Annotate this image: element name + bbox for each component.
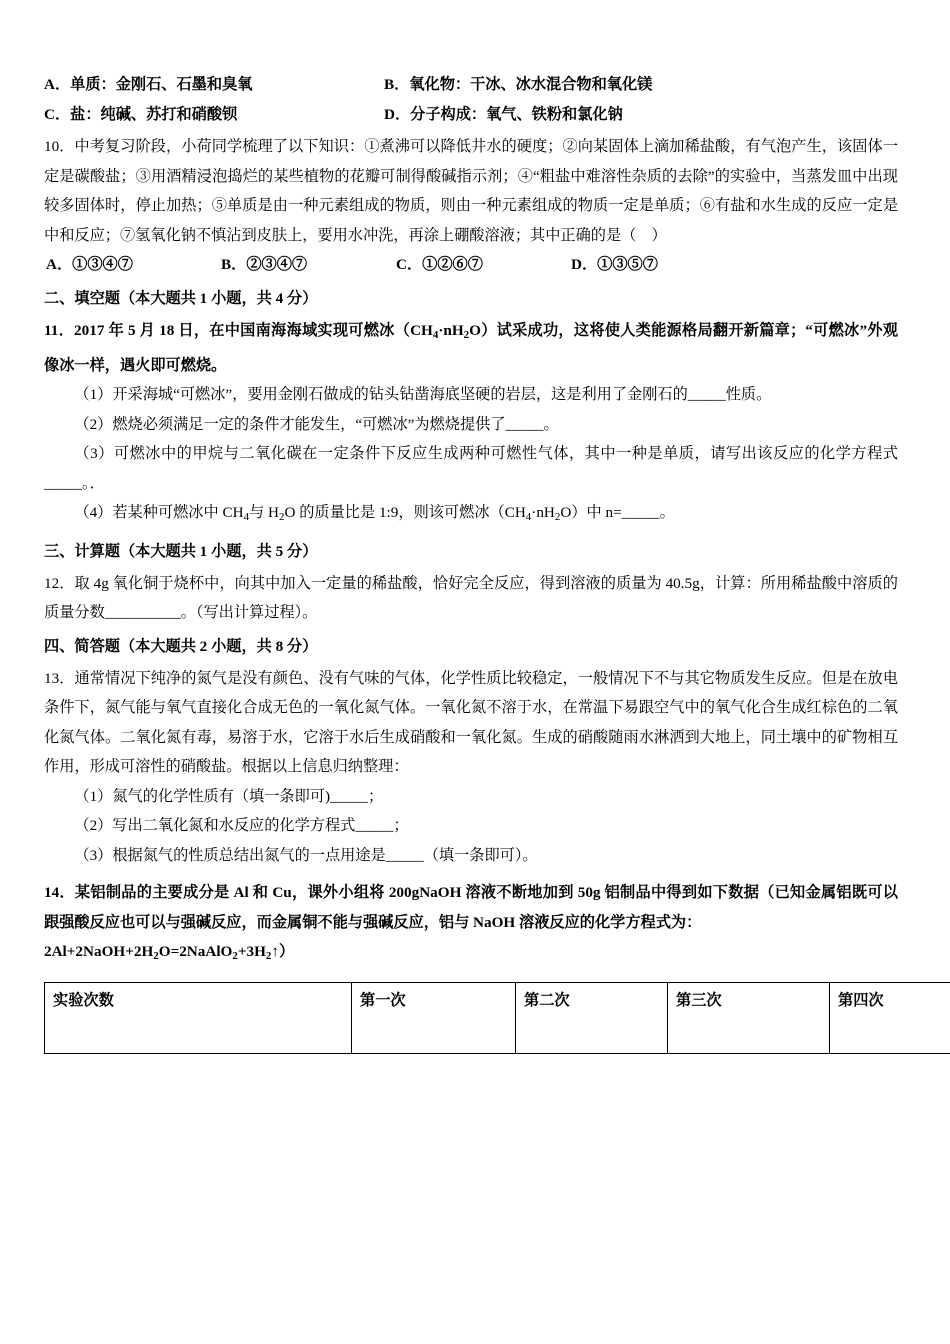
q11-p4-a: （4）若某种可燃冰中 CH xyxy=(74,504,244,522)
question-12-text: 12．取 4g 氧化铜于烧杯中，向其中加入一定量的稀盐酸，恰好完全反应，得到溶液的质量为 40.5g，计算：所用稀盐酸中溶质的质量分数__________。（写出计算过程）。 xyxy=(44,574,898,622)
choice-d: D．①③⑤⑦ xyxy=(571,256,658,273)
question-10-text: 10．中考复习阶段，小荷同学梳理了以下知识：①煮沸可以降低井水的硬度；②向某固体上滴加稀盐酸，有气泡产生，该固体一定是碳酸盐；③用酒精浸泡捣烂的某些植物的花瓣可制得酸碱指示剂；④“粗盐中难溶性杂质的去除”的实验中，当蒸发皿中出现较多固体时，停止加热；⑤单质是由一种元素组成的物质，则由一种元素组成的物质一定是单质；⑥有盐和水生成的反应一定是中和反应；⑦氢氧化钠不慎沾到皮肤上，要用水冲洗，再涂上硼酸溶液；其中正确的是（ ） xyxy=(44,138,898,244)
question-13-p1: （1）氮气的化学性质有（填一条即可)_____； xyxy=(74,787,384,805)
question-10-choices xyxy=(44,250,898,280)
question-11-intro xyxy=(44,316,898,380)
q11-p4-d: ·nH xyxy=(531,504,555,522)
q11-p4-e: O）中 n=_____。 xyxy=(560,504,675,522)
q11-intro-b: ·nH xyxy=(438,322,464,339)
option-d: D．分子构成：氧气、铁粉和氯化钠 xyxy=(384,106,623,123)
option-c: C．盐：纯碱、苏打和硝酸钡 xyxy=(44,106,238,123)
section-heading-4: 四、简答题（本大题共 2 小题，共 8 分） xyxy=(44,637,318,655)
question-13 xyxy=(44,664,898,871)
experiment-data-table xyxy=(44,982,950,1054)
eq-sub-1: 2 xyxy=(153,950,159,963)
option-b: B．氧化物：干冰、冰水混合物和氧化镁 xyxy=(384,76,653,93)
eq-sub-2: 2 xyxy=(232,950,238,963)
options-row-2 xyxy=(44,100,898,130)
section-heading-2: 二、填空题（本大题共 1 小题，共 4 分） xyxy=(44,290,318,307)
question-11 xyxy=(44,316,898,533)
eq-b: O=2NaAlO xyxy=(158,943,233,961)
q11-p4-b: 与 H xyxy=(249,504,279,522)
q11-p4-c: O 的质量比是 1:9，则该可燃冰（CH xyxy=(284,504,526,522)
choice-a: A．①③④⑦ xyxy=(46,256,133,273)
table-header-1: 第一次 xyxy=(352,982,516,1053)
choice-c: C．①②⑥⑦ xyxy=(396,256,483,273)
table-row xyxy=(45,982,950,1053)
q11-intro-a: 11．2017 年 5 月 18 日，在中国南海海域实现可燃冰（CH xyxy=(44,322,433,339)
question-11-p3: （3）可燃冰中的甲烷与二氧化碳在一定条件下反应生成两种可燃性气体，其中一种是单质，请写出该反应的化学方程式_____。． xyxy=(44,445,898,492)
table-header-2: 第二次 xyxy=(516,982,668,1053)
option-a: A．单质：金刚石、石墨和臭氧 xyxy=(44,76,253,93)
choice-b: B．②③④⑦ xyxy=(221,256,308,273)
question-13-text: 13．通常情况下纯净的氮气是没有颜色、没有气味的气体，化学性质比较稳定，一般情况下不与其它物质发生反应。但是在放电条件下，氮气能与氧气直接化合成无色的一氧化氮气体。一氧化氮不溶于水，在常温下易跟空气中的氧气化合生成红棕色的二氧化氮气体。二氧化氮有毒，易溶于水，它溶于水后生成硝酸和一氧化氮。生成的硝酸随雨水淋洒到大地上，同土壤中的矿物相互作用，形成可溶性的硝酸盐。根据以上信息归纳整理： xyxy=(44,669,898,776)
table-header-3: 第三次 xyxy=(668,982,830,1053)
table-header-0: 实验次数 xyxy=(45,982,352,1053)
eq-d: ↑） xyxy=(271,943,295,961)
question-11-p2: （2）燃烧必须满足一定的条件才能发生，“可燃冰”为燃烧提供了_____。 xyxy=(74,415,559,433)
question-11-p1: （1）开采海城“可燃冰”，要用金刚石做成的钻头钻凿海底坚硬的岩层，这是利用了金刚石的_____性质。 xyxy=(74,386,772,404)
q11-sub-2: 2 xyxy=(463,329,470,342)
q11-p4-sub-3: 4 xyxy=(525,511,532,524)
spacer xyxy=(44,870,898,876)
question-13-p3: （3）根据氮气的性质总结出氮气的一点用途是_____（填一条即可）。 xyxy=(74,846,538,864)
question-13-p2: （2）写出二氧化氮和水反应的化学方程式_____； xyxy=(74,817,409,835)
q11-p4-sub-1: 4 xyxy=(243,511,250,524)
question-10 xyxy=(44,132,898,280)
question-11-p4 xyxy=(44,498,898,533)
options-row-1 xyxy=(44,70,898,100)
section-heading-3: 三、计算题（本大题共 1 小题，共 5 分） xyxy=(44,542,318,560)
eq-sub-3: 2 xyxy=(265,950,272,963)
q11-p4-sub-2: 2 xyxy=(279,511,285,524)
q11-p4-sub-4: 2 xyxy=(554,511,561,524)
eq-c: +3H xyxy=(237,943,266,961)
q11-intro-c: O）试采成功，这将使人类能源格局翻开新篇章；“可燃冰”外观像冰一样，遇火即可燃烧。 xyxy=(44,322,898,374)
question-12 xyxy=(44,569,898,628)
question-14-text: 14．某铝制品的主要成分是 Al 和 Cu，课外小组将 200gNaOH 溶液不断地加到 50g 铝制品中得到如下数据（已知金属铝既可以跟强酸反应也可以与强碱反应，而金属铜不能与强碱反应，铝与 NaOH 溶液反应的化学方程式为： xyxy=(44,884,898,931)
question-14-equation xyxy=(44,937,898,972)
eq-a: 2Al+2NaOH+2H xyxy=(44,943,154,961)
q11-sub-1: 4 xyxy=(432,329,439,342)
table-header-4: 第四次 xyxy=(830,982,950,1053)
question-14 xyxy=(44,878,898,972)
